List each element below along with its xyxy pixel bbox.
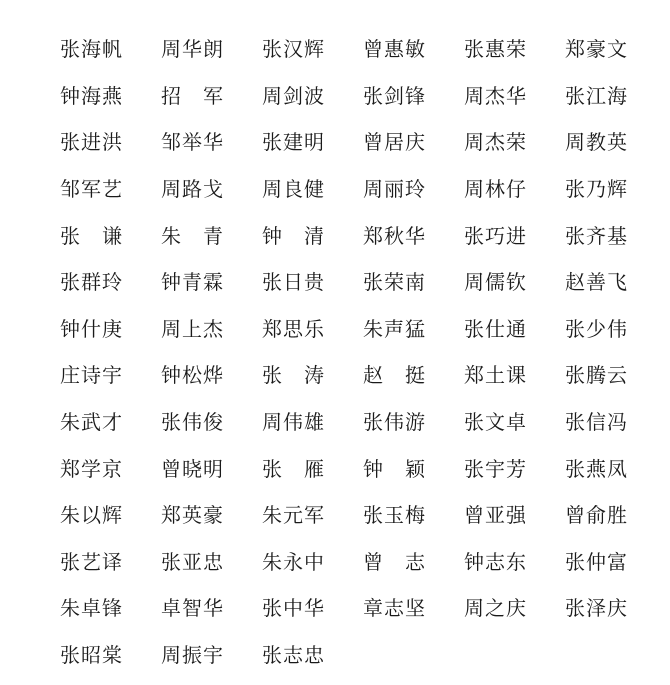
list-item: 曾 志 xyxy=(363,549,426,574)
list-item: 张群玲 xyxy=(60,270,123,295)
list-item: 周良健 xyxy=(262,177,325,202)
list-item: 张进洪 xyxy=(60,130,123,155)
list-item: 张腾云 xyxy=(565,363,628,388)
list-item: 周剑波 xyxy=(262,83,325,108)
list-item: 曾惠敏 xyxy=(363,37,426,62)
list-item: 周教英 xyxy=(565,130,628,155)
list-item: 周华朗 xyxy=(161,37,224,62)
list-item: 邹举华 xyxy=(161,130,224,155)
list-item: 张惠荣 xyxy=(464,37,527,62)
list-item: 周林仔 xyxy=(464,177,527,202)
list-item: 周伟雄 xyxy=(262,410,325,435)
list-item: 张 雁 xyxy=(262,456,325,481)
list-item: 张少伟 xyxy=(565,316,628,341)
list-item: 曾晓明 xyxy=(161,456,224,481)
list-item: 张伟俊 xyxy=(161,410,224,435)
list-item: 张建明 xyxy=(262,130,325,155)
list-item: 张艺译 xyxy=(60,549,123,574)
list-item: 邹军艺 xyxy=(60,177,123,202)
list-item: 张志忠 xyxy=(262,643,325,668)
list-item: 钟什庚 xyxy=(60,316,123,341)
list-item: 钟志东 xyxy=(464,549,527,574)
list-item: 郑豪文 xyxy=(565,37,628,62)
list-item: 赵善飞 xyxy=(565,270,628,295)
list-item: 赵 挺 xyxy=(363,363,426,388)
list-item: 郑土课 xyxy=(464,363,527,388)
list-item: 朱声猛 xyxy=(363,316,426,341)
list-item: 钟海燕 xyxy=(60,83,123,108)
list-item: 朱元军 xyxy=(262,503,325,528)
list-item: 朱永中 xyxy=(262,549,325,574)
list-item: 张海帆 xyxy=(60,37,123,62)
list-item: 张燕凤 xyxy=(565,456,628,481)
list-item: 朱 青 xyxy=(161,223,224,248)
list-item: 张玉梅 xyxy=(363,503,426,528)
list-item: 张中华 xyxy=(262,596,325,621)
list-item: 章志坚 xyxy=(363,596,426,621)
list-item: 张荣南 xyxy=(363,270,426,295)
list-item: 张日贵 xyxy=(262,270,325,295)
list-item: 钟 清 xyxy=(262,223,325,248)
list-item: 张泽庆 xyxy=(565,596,628,621)
list-item: 张江海 xyxy=(565,83,628,108)
list-item: 郑秋华 xyxy=(363,223,426,248)
list-item: 周振宇 xyxy=(161,643,224,668)
list-item: 张昭棠 xyxy=(60,643,123,668)
list-item: 周路戈 xyxy=(161,177,224,202)
list-item: 周杰荣 xyxy=(464,130,527,155)
list-item: 张信冯 xyxy=(565,410,628,435)
list-item: 张伟游 xyxy=(363,410,426,435)
list-item: 招 军 xyxy=(161,83,224,108)
list-item: 张亚忠 xyxy=(161,549,224,574)
list-item: 钟 颖 xyxy=(363,456,426,481)
list-item: 张齐基 xyxy=(565,223,628,248)
list-item: 曾亚强 xyxy=(464,503,527,528)
list-item: 张乃辉 xyxy=(565,177,628,202)
list-item: 张宇芳 xyxy=(464,456,527,481)
list-item: 张汉辉 xyxy=(262,37,325,62)
list-item: 朱卓锋 xyxy=(60,596,123,621)
list-item: 张剑锋 xyxy=(363,83,426,108)
list-item: 张仲富 xyxy=(565,549,628,574)
list-item: 郑思乐 xyxy=(262,316,325,341)
list-item: 张巧进 xyxy=(464,223,527,248)
name-list xyxy=(60,26,670,678)
list-item: 周上杰 xyxy=(161,316,224,341)
list-item: 朱以辉 xyxy=(60,503,123,528)
list-item: 郑英豪 xyxy=(161,503,224,528)
list-item: 周杰华 xyxy=(464,83,527,108)
list-item: 庄诗宇 xyxy=(60,363,123,388)
list-item: 朱武才 xyxy=(60,410,123,435)
list-item: 周丽玲 xyxy=(363,177,426,202)
list-item: 张 谦 xyxy=(60,223,123,248)
list-item: 郑学京 xyxy=(60,456,123,481)
list-item: 卓智华 xyxy=(161,596,224,621)
list-item: 张文卓 xyxy=(464,410,527,435)
list-item: 张仕通 xyxy=(464,316,527,341)
list-item: 钟松烨 xyxy=(161,363,224,388)
list-item: 周儒钦 xyxy=(464,270,527,295)
list-item: 周之庆 xyxy=(464,596,527,621)
list-item: 曾居庆 xyxy=(363,130,426,155)
list-item: 钟青霖 xyxy=(161,270,224,295)
list-item: 张 涛 xyxy=(262,363,325,388)
list-item: 曾俞胜 xyxy=(565,503,628,528)
